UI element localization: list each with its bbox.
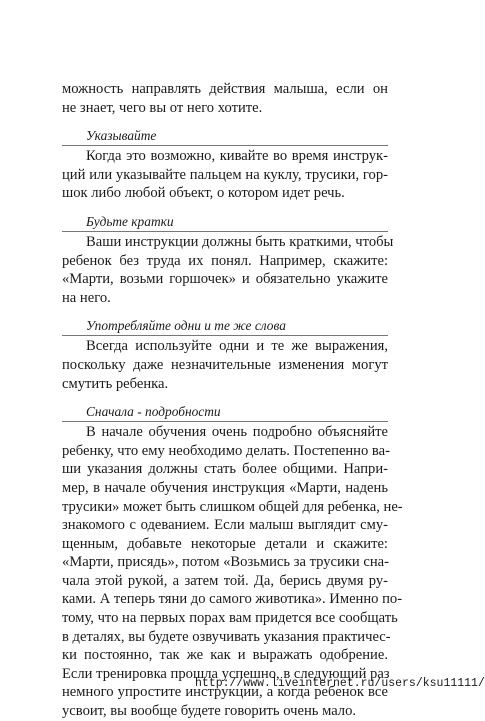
text-line: шок либо любой объект, о котором идет речь. (62, 185, 345, 202)
text-line: Ваши инструкции должны быть краткими, чтобы (86, 233, 394, 250)
text-line: Когда это возможно, кивайте во время инструк- (86, 148, 388, 165)
book-page (62, 80, 403, 721)
section-be-brief (62, 213, 394, 307)
section-point (62, 127, 388, 203)
text-line: щенным, добавьте некоторые детали и скажите: (62, 535, 388, 552)
text-line: не знает, чего вы от него хотите. (62, 99, 263, 116)
text-line: усвоит, вы вообще будете говорить очень мало. (62, 703, 357, 720)
text-line: смутить ребенка. (62, 375, 169, 392)
text-line: ки постоянно, так же как и выражать одобрение. (62, 647, 388, 664)
text-line: «Марти, присядь», потом «Возьмись за трусики сна- (62, 554, 390, 571)
text-line: поскольку даже незначительные изменения могут (62, 356, 388, 373)
text-line: ребенку, что ему необходимо делать. Постепенно ва- (62, 442, 390, 459)
text-line: ши указания должны стать более общими. Напри- (62, 461, 388, 478)
section-heading: Будьте кратки (62, 213, 388, 232)
text-line: тому, что на первых порах вам придется все сообщать (62, 610, 398, 627)
section-same-words (62, 317, 388, 393)
intro-paragraph (62, 80, 388, 117)
text-line: «Марти, возьми горшочек» и обязательно укажите (62, 271, 388, 288)
text-line: в деталях, вы будете озвучивать указания практичес- (62, 628, 391, 645)
text-line: мер, в начале обучения инструкция «Марти, надень (62, 479, 388, 496)
text-line: ций или указывайте пальцем на куклу, трусики, гор- (62, 166, 388, 183)
text-line: ками. А теперь тяни до самого животика». Именно по- (62, 591, 403, 608)
section-heading: Указывайте (62, 127, 388, 146)
section-heading: Употребляйте одни и те же слова (62, 317, 388, 336)
text-line: знакомого с одеванием. Если малыш выглядит сму- (62, 517, 388, 534)
section-heading: Сначала - подробности (62, 403, 388, 422)
text-line: Если тренировка прошла успешно, в следующий раз (62, 665, 390, 682)
text-line: на него. (62, 289, 111, 306)
source-url-watermark: http://www.liveinternet.ru/users/ksu11111/ (195, 677, 485, 690)
text-line: чала этой рукой, а затем той. Да, берись двумя ру- (62, 572, 388, 589)
text-line: В начале обучения очень подробно объясняйте (86, 424, 388, 441)
text-line: можность направлять действия малыша, если он (62, 81, 388, 97)
text-line: Всегда используйте одни и те же выражения, (86, 338, 388, 355)
text-line: ребенок без труда их понял. Например, скажите: (62, 252, 388, 269)
text-line: трусики» может быть слишком общей для ребенка, не- (62, 498, 403, 515)
section-details-first (62, 403, 403, 721)
text-line: немного упростите инструкции, а когда ребенок все (62, 684, 388, 701)
